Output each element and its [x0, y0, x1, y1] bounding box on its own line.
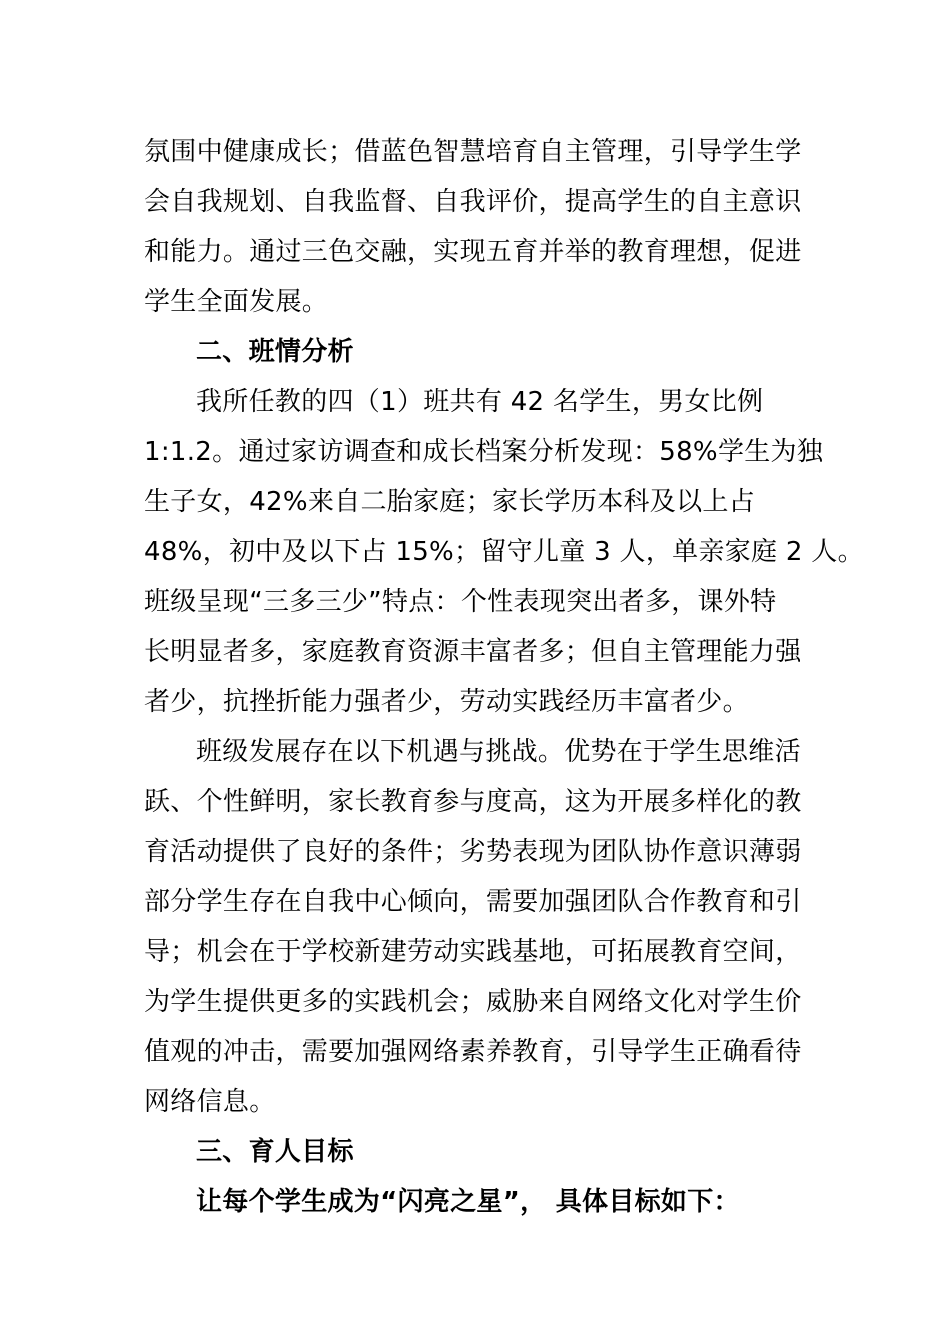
paragraph-line: 班级呈现“三多三少”特点：个性表现突出者多，课外特: [144, 587, 777, 617]
paragraph-line: 者少，抗挫折能力强者少，劳动实践经历丰富者少。: [144, 687, 749, 717]
paragraph-line: 学生全面发展。: [144, 287, 329, 317]
paragraph-line: 我所任教的四（1）班共有 42 名学生，男女比例: [196, 387, 764, 417]
paragraph-line: 值观的冲击，需要加强网络素养教育，引导学生正确看待: [144, 1037, 802, 1067]
paragraph-line: 会自我规划、自我监督、自我评价，提高学生的自主意识: [144, 187, 802, 217]
paragraph-line: 生子女，42%来自二胎家庭；家长学历本科及以上占: [144, 487, 755, 517]
paragraph-line: 氛围中健康成长；借蓝色智慧培育自主管理，引导学生学: [144, 137, 802, 167]
paragraph-line: 和能力。通过三色交融，实现五育并举的教育理想，促进: [144, 237, 802, 267]
paragraph-line: 48%，初中及以下占 15%；留守儿童 3 人，单亲家庭 2 人。: [144, 537, 864, 567]
goals-intro-line: 让每个学生成为“闪亮之星”， 具体目标如下：: [196, 1187, 740, 1217]
paragraph-line: 班级发展存在以下机遇与挑战。优势在于学生思维活: [196, 737, 801, 767]
document-body: [144, 127, 864, 1227]
paragraph-line: 导；机会在于学校新建劳动实践基地，可拓展教育空间，: [144, 937, 802, 967]
paragraph-line: 1:1.2。通过家访调查和成长档案分析发现：58%学生为独: [144, 437, 824, 467]
section-heading-education-goals: 三、育人目标: [196, 1137, 354, 1167]
paragraph-line: 为学生提供更多的实践机会；威胁来自网络文化对学生价: [144, 987, 802, 1017]
paragraph-line: 长明显者多，家庭教育资源丰富者多；但自主管理能力强: [144, 637, 802, 667]
section-heading-class-analysis: 二、班情分析: [196, 337, 354, 367]
paragraph-line: 跃、个性鲜明，家长教育参与度高，这为开展多样化的教: [144, 787, 802, 817]
paragraph-line: 育活动提供了良好的条件；劣势表现为团队协作意识薄弱: [144, 837, 802, 867]
paragraph-line: 部分学生存在自我中心倾向，需要加强团队合作教育和引: [144, 887, 802, 917]
paragraph-line: 网络信息。: [144, 1087, 276, 1117]
